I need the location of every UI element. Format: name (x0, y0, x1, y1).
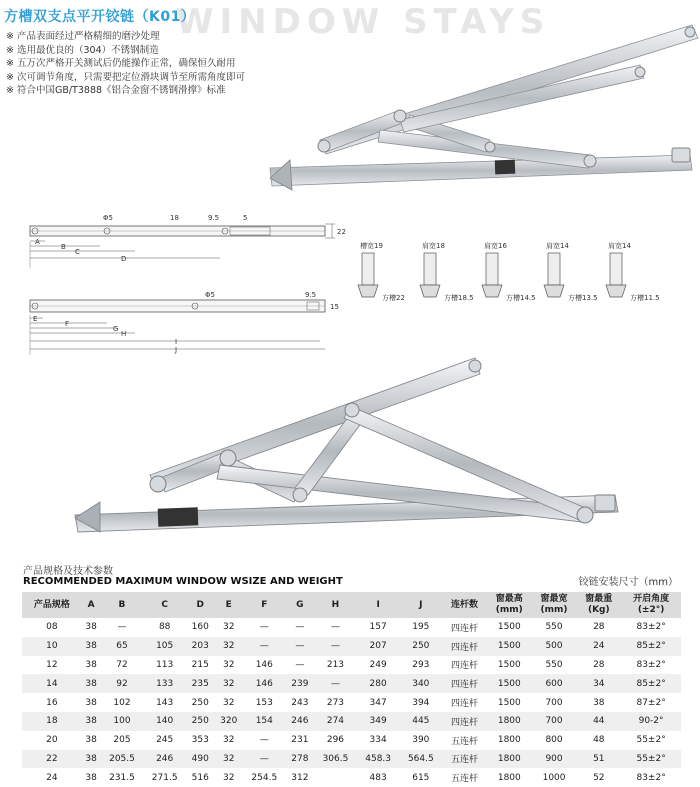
table-cell: 65 (101, 637, 144, 656)
dim-label: A (35, 238, 40, 246)
table-cell: 900 (532, 750, 577, 769)
table-cell: 24 (576, 637, 621, 656)
table-cell: 38 (85, 772, 97, 783)
table-cell: 72 (116, 659, 128, 670)
table-cell: 239 (286, 674, 314, 693)
table-cell: 490 (186, 750, 214, 769)
table-cell: 08 (46, 622, 58, 633)
table-cell: 38 (82, 712, 101, 731)
table-cell: 1500 (497, 659, 521, 670)
column-header: A (82, 592, 101, 618)
table-cell: 83±2° (636, 772, 666, 783)
profile-sections (352, 238, 672, 313)
table-cell: 12 (46, 659, 58, 670)
column-header: H (314, 592, 357, 618)
table-cell: 700 (545, 697, 563, 708)
table-cell: 157 (369, 622, 387, 633)
column-header: 开启角度 (±2°) (621, 592, 681, 618)
table-cell: 48 (593, 735, 605, 746)
table-cell: 四连杆 (451, 661, 479, 672)
table-cell: 235 (186, 674, 214, 693)
dim-label: 22 (337, 228, 346, 236)
table-cell: — (243, 637, 286, 656)
table-row (22, 731, 681, 750)
page-title: 方槽双支点平开铰链（K01） (4, 9, 196, 25)
column-header: F (243, 592, 286, 618)
table-cell: — (330, 622, 340, 633)
table-cell: 102 (113, 697, 131, 708)
table-cell: 133 (143, 674, 186, 693)
svg-text:方槽18.5: 方槽18.5 (444, 294, 474, 302)
table-cell: 273 (326, 697, 345, 708)
table-cell: 207 (357, 637, 400, 656)
table-cell: 24 (46, 772, 58, 783)
table-cell: 153 (255, 697, 273, 708)
dim-label: 15 (330, 303, 339, 311)
table-cell: 51 (576, 750, 621, 769)
table-cell: 800 (545, 735, 563, 746)
profile-section (420, 241, 474, 302)
table-cell: — (295, 622, 305, 633)
table-cell: 250 (186, 712, 214, 731)
table-cell: 278 (286, 750, 314, 769)
table-cell: 38 (82, 674, 101, 693)
install-note: 铰链安装尺寸（mm） (578, 577, 678, 588)
svg-text:方槽11.5: 方槽11.5 (630, 294, 660, 302)
table-cell: — (117, 622, 127, 633)
table-cell: 105 (143, 637, 186, 656)
table-cell: 146 (243, 674, 286, 693)
table-cell: 32 (222, 697, 235, 708)
column-header: D (186, 592, 214, 618)
table-cell: 349 (357, 712, 400, 731)
dim-label: F (65, 320, 70, 328)
table-cell: 340 (399, 674, 442, 693)
table-cell: 1800 (497, 735, 521, 746)
column-header: E (214, 592, 242, 618)
table-cell: 38 (82, 750, 101, 769)
table-cell: 231 (291, 735, 309, 746)
table-cell: — (286, 637, 314, 656)
table-cell: 1800 (497, 772, 521, 783)
feature-list (6, 30, 245, 98)
table-cell: 205.5 (101, 750, 144, 769)
dim-label: G (113, 325, 119, 333)
table-cell: 83±2° (636, 659, 666, 670)
table-cell: 113 (156, 659, 174, 670)
table-cell: 215 (191, 659, 209, 670)
dim-label: C (75, 248, 80, 256)
column-header: 窗最宽 (mm) (532, 592, 577, 618)
table-cell: 274 (314, 712, 357, 731)
column-header: G (286, 592, 314, 618)
table-cell: 195 (412, 622, 430, 633)
profile-section (482, 241, 536, 302)
table-row (22, 656, 681, 675)
table-cell: 38 (85, 622, 97, 633)
table-cell: 205 (113, 735, 131, 746)
table-cell: 483 (369, 772, 387, 783)
dim-label: J (175, 346, 178, 354)
column-header: 产品规格 (22, 592, 82, 618)
dim-label: 9.5 (305, 291, 317, 299)
table-cell: 243 (291, 697, 309, 708)
table-row (22, 618, 681, 637)
table-cell: 22 (22, 750, 82, 769)
table-row (22, 693, 681, 712)
table-cell: 1500 (497, 697, 521, 708)
table-cell: 四连杆 (442, 712, 487, 731)
table-cell: 38 (82, 637, 101, 656)
table-cell: 100 (101, 712, 144, 731)
table-cell: 347 (369, 697, 387, 708)
profile-section (358, 241, 405, 302)
table-cell: 20 (46, 735, 58, 746)
table-cell: 154 (243, 712, 286, 731)
dim-label: D (121, 255, 127, 263)
column-header: 窗最重 (Kg) (576, 592, 621, 618)
dim-label: Φ5 (103, 214, 113, 222)
table-cell: 296 (326, 735, 345, 746)
table-cell: — (295, 659, 305, 670)
table-cell: 320 (214, 712, 242, 731)
table-cell: 271.5 (151, 772, 178, 783)
spec-header-row (22, 592, 681, 618)
table-row (22, 768, 681, 787)
feature-item: ※ 符合中国GB/T3888《铝合金窗不锈钢滑撑》标准 (6, 85, 226, 96)
table-cell: 四连杆 (451, 623, 479, 634)
spec-table (22, 592, 681, 787)
svg-text:肩宽14: 肩宽14 (546, 242, 569, 250)
dim-label: I (175, 338, 178, 346)
column-header: I (357, 592, 400, 618)
dim-label: H (121, 330, 127, 338)
table-row (22, 750, 681, 769)
svg-text:肩宽16: 肩宽16 (484, 242, 507, 250)
table-cell: 250 (191, 697, 209, 708)
column-header: B (101, 592, 144, 618)
table-cell: 394 (412, 697, 430, 708)
spec-title-cn: 产品规格及技术参数 (23, 566, 113, 577)
column-header: 连杆数 (442, 592, 487, 618)
table-cell: 28 (593, 659, 605, 670)
table-cell: 500 (532, 637, 577, 656)
feature-item: ※ 次可调节角度，只需要把定位滑块调节至所需角度即可 (6, 71, 245, 83)
table-cell: 146 (255, 659, 273, 670)
hinge-photo-bottom (70, 350, 630, 540)
table-cell: 83±2° (636, 622, 666, 633)
table-cell: 353 (191, 735, 209, 746)
table-cell: 32 (222, 622, 235, 633)
table-cell: 92 (101, 674, 144, 693)
table-cell: 1800 (487, 712, 532, 731)
table-cell: 245 (156, 735, 174, 746)
watermark-text: WINDOW STAYS (176, 2, 551, 42)
table-cell: 564.5 (399, 750, 442, 769)
table-row (22, 674, 681, 693)
table-cell: 160 (191, 622, 209, 633)
table-cell: 1500 (487, 637, 532, 656)
table-cell: 246 (286, 712, 314, 731)
table-cell: 14 (22, 674, 82, 693)
svg-text:槽宽19: 槽宽19 (360, 242, 383, 250)
table-cell: 四连杆 (442, 637, 487, 656)
table-cell: 445 (399, 712, 442, 731)
svg-text:肩宽18: 肩宽18 (422, 242, 445, 250)
table-cell: 334 (369, 735, 387, 746)
table-cell: 254.5 (251, 772, 278, 783)
table-cell: 38 (85, 659, 97, 670)
table-cell: 85±2° (621, 637, 681, 656)
table-cell: 34 (576, 674, 621, 693)
table-cell: 38 (85, 735, 97, 746)
table-cell: 143 (156, 697, 174, 708)
table-cell: 390 (412, 735, 430, 746)
dim-label: 18 (170, 214, 179, 222)
table-cell: 90-2° (621, 712, 681, 731)
table-cell: 32 (222, 772, 235, 783)
table-cell: 1500 (487, 674, 532, 693)
svg-text:方槽14.5: 方槽14.5 (506, 294, 536, 302)
column-header: C (143, 592, 186, 618)
spec-title-en: RECOMMENDED MAXIMUM WINDOW WSIZE AND WEIGHT (23, 576, 343, 587)
profile-section (544, 241, 598, 302)
table-cell: 458.3 (357, 750, 400, 769)
svg-text:方槽22: 方槽22 (382, 294, 405, 302)
svg-text:肩宽14: 肩宽14 (608, 242, 631, 250)
table-cell: 550 (545, 659, 563, 670)
hinge-photo-top (260, 20, 700, 200)
table-cell: 32 (222, 735, 235, 746)
table-row (22, 637, 681, 656)
column-header: 窗最高 (mm) (487, 592, 532, 618)
table-cell: 280 (357, 674, 400, 693)
table-cell: 140 (143, 712, 186, 731)
table-cell: 1500 (497, 622, 521, 633)
table-cell: — (314, 637, 357, 656)
table-cell: 600 (532, 674, 577, 693)
column-header: J (399, 592, 442, 618)
dim-label: Φ5 (205, 291, 215, 299)
table-cell: 10 (22, 637, 82, 656)
table-cell: — (243, 750, 286, 769)
table-cell: 312 (291, 772, 309, 783)
table-cell: 615 (412, 772, 430, 783)
table-cell (314, 768, 357, 787)
table-cell: 32 (222, 659, 235, 670)
table-cell: 87±2° (636, 697, 666, 708)
table-cell: 16 (46, 697, 58, 708)
table-cell: 306.5 (314, 750, 357, 769)
table-cell: 1000 (542, 772, 566, 783)
table-cell: 18 (22, 712, 82, 731)
table-row (22, 712, 681, 731)
dim-label: 9.5 (208, 214, 220, 222)
table-cell: 五连杆 (451, 774, 479, 785)
table-cell: 231.5 (109, 772, 135, 783)
table-cell: 213 (326, 659, 345, 670)
table-cell: 550 (545, 622, 563, 633)
table-cell: 44 (576, 712, 621, 731)
table-cell: 516 (191, 772, 209, 783)
dim-label: E (33, 315, 38, 323)
table-cell: — (259, 735, 269, 746)
table-cell: 203 (186, 637, 214, 656)
table-cell: 700 (532, 712, 577, 731)
table-cell: 85±2° (621, 674, 681, 693)
table-cell: 249 (369, 659, 387, 670)
profile-section (606, 241, 660, 302)
table-cell: 55±2° (636, 735, 666, 746)
table-cell: 32 (214, 674, 242, 693)
table-cell: 四连杆 (442, 674, 487, 693)
table-cell: 28 (593, 622, 605, 633)
feature-item: ※ 产品表面经过严格精细的磨沙处理 (6, 31, 160, 42)
table-cell: 38 (593, 697, 605, 708)
table-cell: 四连杆 (451, 699, 479, 710)
table-cell: 246 (143, 750, 186, 769)
table-cell: 32 (214, 750, 242, 769)
table-cell: 52 (593, 772, 605, 783)
table-cell: — (259, 622, 269, 633)
table-cell: 五连杆 (451, 736, 479, 747)
table-cell: 38 (85, 697, 97, 708)
table-cell: 五连杆 (442, 750, 487, 769)
dim-label: B (61, 243, 66, 251)
svg-text:方槽13.5: 方槽13.5 (568, 294, 598, 302)
table-cell: 250 (399, 637, 442, 656)
table-cell: — (314, 674, 357, 693)
table-cell: 293 (412, 659, 430, 670)
dim-label: 5 (243, 214, 248, 222)
table-cell: 88 (158, 622, 171, 633)
feature-item: ※ 选用最优良的（304）不锈钢制造 (6, 44, 159, 56)
table-cell: 55±2° (621, 750, 681, 769)
technical-drawing-bottom (25, 285, 350, 360)
table-cell: 1800 (487, 750, 532, 769)
technical-drawing-top (25, 208, 350, 278)
table-cell: 32 (214, 637, 242, 656)
feature-item: ※ 五万次严格开关测试后仍能操作正常，确保恒久耐用 (6, 58, 236, 69)
